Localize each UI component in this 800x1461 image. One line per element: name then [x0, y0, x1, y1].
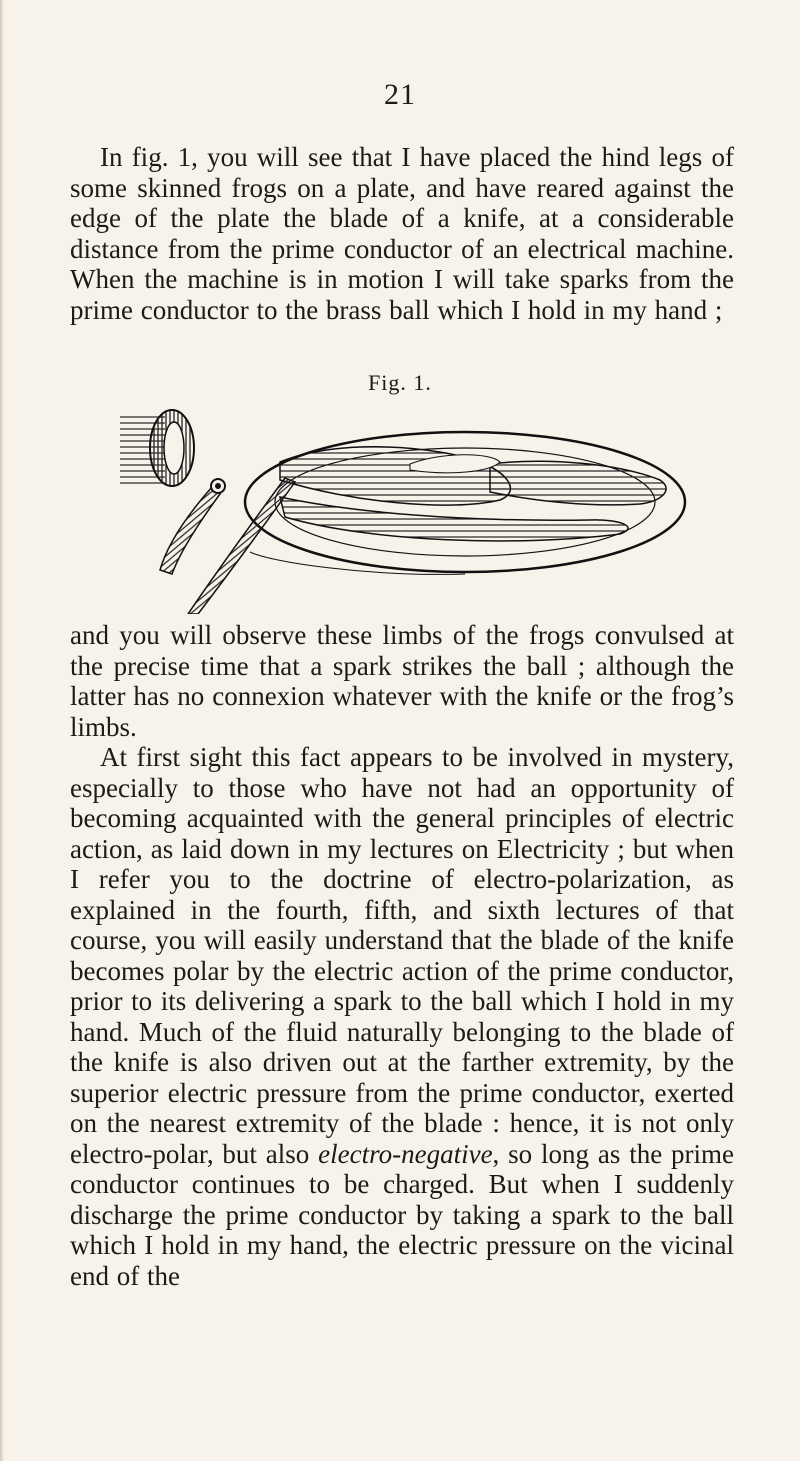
body-text-top: [70, 142, 734, 325]
body-text-bottom: [70, 620, 734, 1291]
knife: [160, 479, 225, 574]
paragraph-2: and you will observe these limbs of the frogs convulsed at the precise time that a spark strikes the ball ; although the latter has no connexion whatever with the knife or the frog’s limbs.: [70, 620, 734, 742]
figure-caption: Fig. 1.: [368, 370, 432, 395]
paragraph-3: [70, 742, 734, 1291]
paragraph-3-start: At first sight this fact appears to be involved in mystery, especially to those who have not had an opportunity of becoming acquainted with the general principles of electric action, as laid down in my lectures on Electricity ; but when I refer you to the doctrine of electro-polarization, as explained in the fourth, fifth, and sixth lectures of that course, you will easily understand that the blade of the knife becomes polar by the electric action of the prime conductor, prior to its delivering a spark to the ball which I hold in my hand. Much of the fluid naturally belonging to the blade of the knife is also driven out at the farther extremity, by the superior electric pressure from the prime conductor, exerted on the nearest extremity of the blade : hence, it is not only electro-polar, but also: [70, 742, 734, 1169]
paragraph-3-end: , so long as the prime conductor continues to be charged. But when I suddenly discharge the prime conductor by taking a spark to the ball which I hold in my hand, the electric pressure on the vicinal end of the: [70, 1138, 735, 1291]
prime-conductor: [120, 410, 194, 486]
page-number: 21: [384, 78, 416, 111]
frog-legs-plate-figure: [120, 402, 710, 614]
paragraph-1: In fig. 1, you will see that I have placed the hind legs of some skinned frogs on a plate, and have reared against the edge of the plate the blade of a knife, at a considerable distance from the prime conductor of an electrical machine. When the machine is in motion I will take sparks from the prime conductor to the brass ball which I hold in my hand ;: [70, 142, 734, 325]
page-edge-shadow: [0, 0, 4, 1461]
paragraph-3-italic: electro-negative: [318, 1138, 493, 1169]
